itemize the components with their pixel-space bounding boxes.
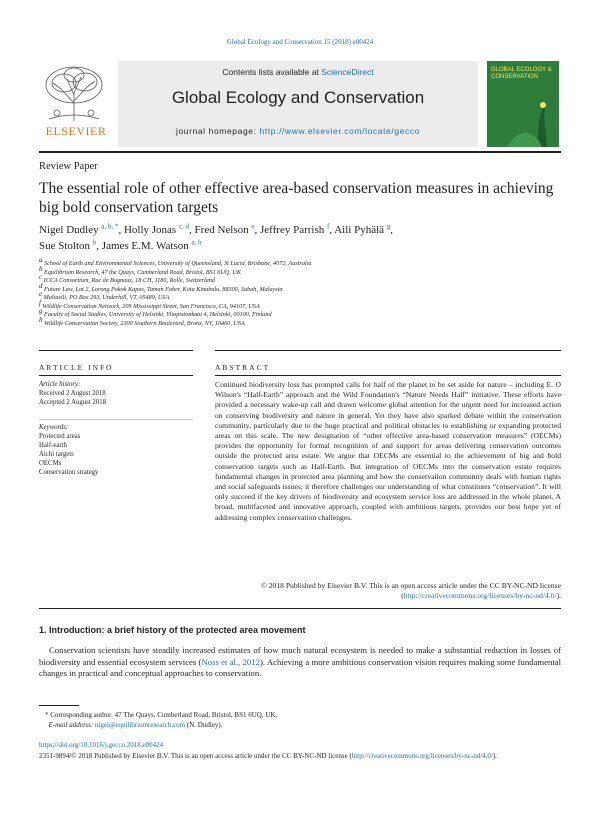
history-label: Article history: xyxy=(39,381,81,388)
author-list: Nigel Dudley $^{a, b, *}$, Holly Jonas $^{c, d}$, Fred Nelson $^e$, Jeffrey Parrish $^f$, Aili Pyhälä $^g$, Sue Stolton $^b$, James E.M. Watson $^{a, h}$ xyxy=(39,222,394,252)
corresponding-footnote: * Corresponding author. 47 The Quays, Cumberland Road, Bristol, BS1 6UQ, UK. E-mail address: nigel@equilibriumresearch.com (N. Dudley). xyxy=(45,711,278,729)
footnote-rule xyxy=(39,705,79,706)
divider xyxy=(215,350,561,351)
affiliations xyxy=(39,256,559,329)
abstract-heading: ABSTRACT xyxy=(215,363,271,372)
license-link[interactable]: http://creativecommons.org/licenses/by-nc-nd/4.0/ xyxy=(351,752,493,760)
section-heading: 1. Introduction: a brief history of the protected area movement xyxy=(39,625,306,635)
accepted-date: Accepted 2 August 2018 xyxy=(39,399,107,406)
citation-link[interactable]: Noss et al., 2012 xyxy=(201,656,260,667)
journal-cover-thumbnail[interactable] xyxy=(487,61,559,147)
article-title: The essential role of other effective area-based conservation measures in achieving big bold conservation targets xyxy=(39,180,554,216)
keyword: OECMs xyxy=(39,460,62,467)
affiliation: $^b$ Equilibrium Research, 47 the Quays, Cumberland Road, Bristol, BS1 6UQ, UK xyxy=(39,264,241,276)
article-history xyxy=(39,380,193,407)
contents-line xyxy=(118,67,478,77)
affiliation: $^g$ Faculty of Social Studies, University of Helsinki, Yliopistonkatu 4, Helsinki, 00100, Finland xyxy=(39,307,272,319)
running-head[interactable]: Global Ecology and Conservation 15 (2018) e00424 xyxy=(226,38,374,46)
homepage-link[interactable]: http://www.elsevier.com/locate/gecco xyxy=(259,126,421,136)
author[interactable]: Sue Stolton $^b$ xyxy=(39,238,97,252)
abstract-text: Continued biodiversity loss has prompted calls for half of the planet to be set aside for nature – including E. O Wilson's “Half-Earth” approach and the Wild Foundation's “Nature Needs Half” initiative. These efforts have provided a necessary wake-up call and drawn welcome global attention for the urgent need for increased action on conserving biodiversity and nature in general. Yet they have also sparked debate within the conservation community, particularly due to the huge practical and political obstacles to establishing or expanding protected areas on this scale. The new designation of “other effective area-based conservation measures” (OECMs) provides the opportunity for formal recognition of and support for areas delivering conservation outcomes outside the protected area estate. We argue that OECMs are essential to the achievement of big and bold conservation targets such as Half-Earth. But integration of OECMs into the conservation estate requires fundamental changes in protected area planning and how the conservation community deals with human rights and social safeguards issues; it therefore challenges our understanding of what constitutes “conservation”. It will only succeed if the key drivers of biodiversity and ecosystem service loss are addressed in the whole planet. A broad, multifaceted and innovative approach, coupled with ambitious targets, provides our best hope yet of addressing complex conservation challenges. xyxy=(215,380,561,522)
divider xyxy=(39,375,193,376)
author[interactable]: Aili Pyhälä $^g$ xyxy=(334,222,391,236)
sciencedirect-link[interactable]: ScienceDirect xyxy=(321,67,374,77)
keyword: Conservation strategy xyxy=(39,469,99,476)
divider xyxy=(39,419,193,420)
divider xyxy=(39,608,561,609)
author[interactable]: Fred Nelson $^e$ xyxy=(194,222,255,236)
masthead-rule xyxy=(39,151,561,153)
elsevier-wordmark: ELSEVIER xyxy=(45,124,107,138)
author[interactable]: Holly Jonas $^{c, d}$ xyxy=(123,222,190,236)
intro-paragraph: Conservation scientists have steadily increased estimates of how much natural ecosystem is needed to make a substantial reduction in losses of biodiversity and essential ecosystem services (Noss et al., 2012). Achieving a more ambitious conservation vision requires making some fundamental changes in practical and conceptual approaches to conservation. xyxy=(39,645,562,679)
issn-line: 2351-9894/© 2018 Published by Elsevier B.V. This is an open access article under the CC BY-NC-ND license (http://creativecommons.org/licenses/by-nc-nd/4.0/). xyxy=(39,752,497,760)
journal-title: Global Ecology and Conservation xyxy=(171,88,425,107)
homepage-prefix: journal homepage: xyxy=(175,126,260,136)
divider xyxy=(215,375,561,376)
abstract-copyright: © 2018 Published by Elsevier B.V. This is an open access article under the CC BY-NC-ND license (http://creativecommons.org/licenses/by-nc-nd/4.0/). xyxy=(261,581,561,601)
affiliation: $^d$ Future Law, Lot 2, Lorong Pokok Kapas, Taman Faber, Kota Kinabalu, 88300, Sabah, Malaysia xyxy=(39,281,283,293)
received-date: Received 2 August 2018 xyxy=(39,390,106,397)
doi-link[interactable]: https://doi.org/10.1016/j.gecco.2018.e00424 xyxy=(39,741,164,749)
cover-art-icon xyxy=(487,91,559,147)
contents-prefix: Contents lists available at xyxy=(222,67,322,77)
cover-title: GLOBAL ECOLOGY & CONSERVATION xyxy=(491,67,552,80)
divider xyxy=(39,350,193,351)
affiliation: $^c$ ICCA Consortium, Rue de Bugnaux, 18 CH, 1180, Rolle, Switzerland xyxy=(39,273,215,285)
keywords-label: Keywords: xyxy=(39,424,69,431)
author[interactable]: James E.M. Watson $^{a, h}$ xyxy=(101,238,202,252)
article-type: Review Paper xyxy=(39,161,98,172)
affiliation: $^a$ School of Earth and Environmental Sciences, University of Queensland, St Lucia, Brisbane, 4072, Australia xyxy=(39,256,312,268)
keyword: Protected areas xyxy=(39,433,81,440)
journal-homepage xyxy=(118,126,478,136)
author[interactable]: Jeffrey Parrish $^f$ xyxy=(259,222,330,236)
keyword: Aichi targets xyxy=(39,451,74,458)
article-info-heading: ARTICLE INFO xyxy=(39,363,114,372)
affiliation: $^e$ Maliasili, PO Box 293, Underhill, VT, 05489, USA xyxy=(39,290,170,302)
keyword: Half-earth xyxy=(39,442,67,449)
email-link[interactable]: nigel@equilibriumresearch.com xyxy=(94,720,186,729)
keywords xyxy=(39,423,193,477)
affiliation: $^f$ Wildlife Conservation Network, 209 Mississippi Street, San Francisco, CA, 94107, USA xyxy=(39,298,260,310)
affiliation: $^h$ Wildlife Conservation Society, 2300 Southern Boulevard, Bronx, NY, 10460, USA xyxy=(39,315,245,327)
license-link[interactable]: http://creativecommons.org/licenses/by-nc-nd/4.0/ xyxy=(403,591,557,601)
author[interactable]: Nigel Dudley $^{a, b, *}$ xyxy=(39,222,119,236)
